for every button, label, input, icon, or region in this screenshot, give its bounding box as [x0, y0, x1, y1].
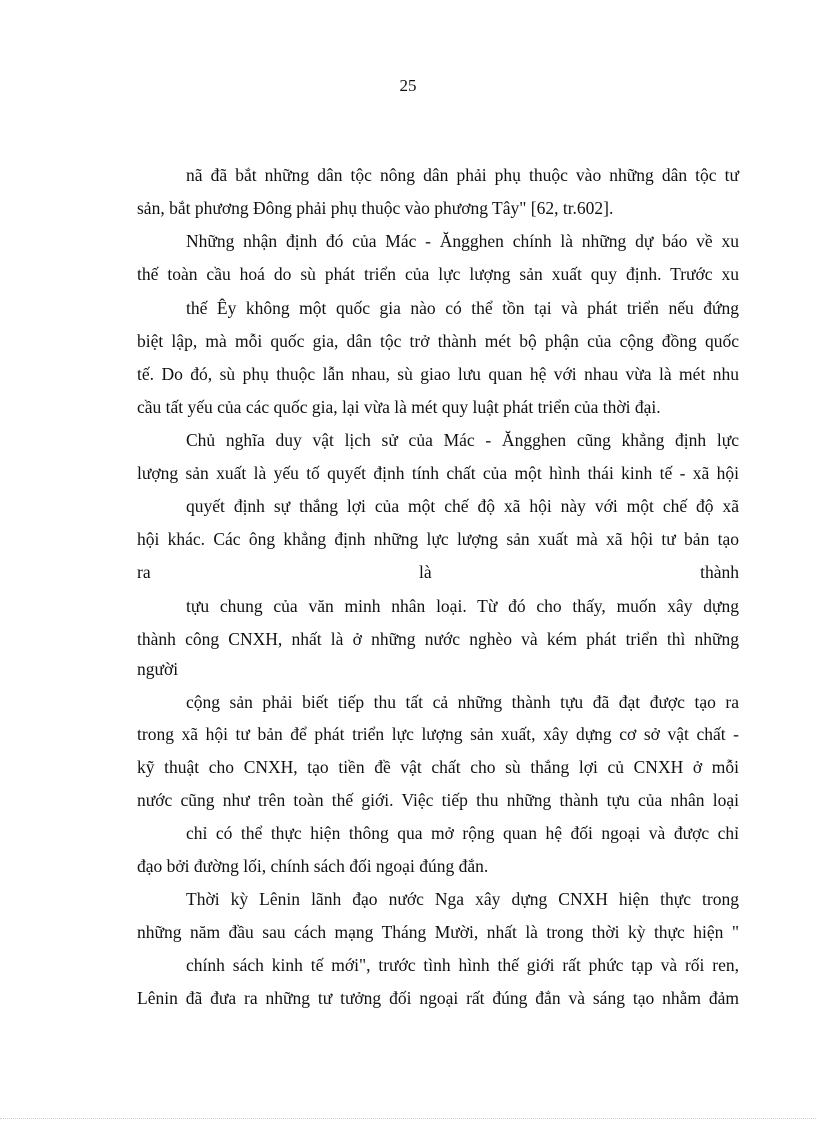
text-line: tế. Do đó, sù phụ thuộc lẫn nhau, sù giao lưu quan hệ với nhau vừa là mét nhu	[137, 364, 739, 384]
text-line: biệt lập, mà mỗi quốc gia, dân tộc trở thành mét bộ phận của cộng đồng quốc	[137, 331, 739, 351]
text-line: lượng sản xuất là yếu tố quyết định tính chất của một hình thái kinh tế - xã hội	[137, 463, 739, 483]
text-line: tựu chung của văn minh nhân loại. Từ đó cho thấy, muốn xây dựng	[186, 596, 739, 616]
text-line: cộng sản phải biết tiếp thu tất cả những thành tựu đã đạt được tạo ra	[186, 692, 739, 712]
text-line: Chủ nghĩa duy vật lịch sử của Mác - Ăngghen cũng khẳng định lực	[186, 430, 739, 450]
text-line: ra là thành	[137, 562, 739, 582]
text-line: hội khác. Các ông khẳng định những lực lượng sản xuất mà xã hội tư bản tạo	[137, 529, 739, 549]
text-line: thế Êy không một quốc gia nào có thể tồn tại và phát triển nếu đứng	[186, 298, 739, 318]
text-line: cầu tất yếu của các quốc gia, lại vừa là mét quy luật phát triển của thời đại.	[137, 397, 661, 417]
text-line: những năm đầu sau cách mạng Tháng Mười, nhất là trong thời kỳ thực hiện "	[137, 922, 739, 942]
text-line: sản, bắt phương Đông phải phụ thuộc vào phương Tây" [62, tr.602].	[137, 198, 614, 218]
text-line: nước cũng như trên toàn thế giới. Việc tiếp thu những thành tựu của nhân loại	[137, 790, 739, 810]
text-line: nã đã bắt những dân tộc nông dân phải phụ thuộc vào những dân tộc tư	[186, 165, 739, 185]
text-line: thế toàn cầu hoá do sù phát triển của lực lượng sản xuất quy định. Trước xu	[137, 264, 739, 284]
text-line: thành công CNXH, nhất là ở những nước nghèo và kém phát triển thì những	[137, 629, 739, 649]
text-line: Thời kỳ Lênin lãnh đạo nước Nga xây dựng CNXH hiện thực trong	[186, 889, 739, 909]
page-number: 25	[399, 76, 417, 95]
text-line: quyết định sự thắng lợi của một chế độ xã hội này với một chế độ xã	[186, 496, 739, 516]
text-line: chính sách kinh tế mới", trước tình hình thế giới rất phức tạp và rối ren,	[186, 955, 739, 975]
text-line: trong xã hội tư bản để phát triển lực lượng sản xuất, xây dựng cơ sở vật chất -	[137, 724, 739, 744]
text-line: chỉ có thể thực hiện thông qua mở rộng quan hệ đối ngoại và được chỉ	[186, 823, 739, 843]
text-line: Những nhận định đó của Mác - Ăngghen chính là những dự báo về xu	[186, 231, 739, 251]
text-line: Lênin đã đưa ra những tư tưởng đối ngoại rất đúng đắn và sáng tạo nhằm đảm	[137, 988, 739, 1008]
text-line: kỹ thuật cho CNXH, tạo tiền đề vật chất cho sù thắng lợi củ CNXH ở mỗi	[137, 757, 739, 777]
text-line: người	[137, 659, 179, 679]
text-line: đạo bởi đường lối, chính sách đối ngoại đúng đắn.	[137, 856, 489, 876]
page-bottom-border	[0, 1118, 816, 1119]
